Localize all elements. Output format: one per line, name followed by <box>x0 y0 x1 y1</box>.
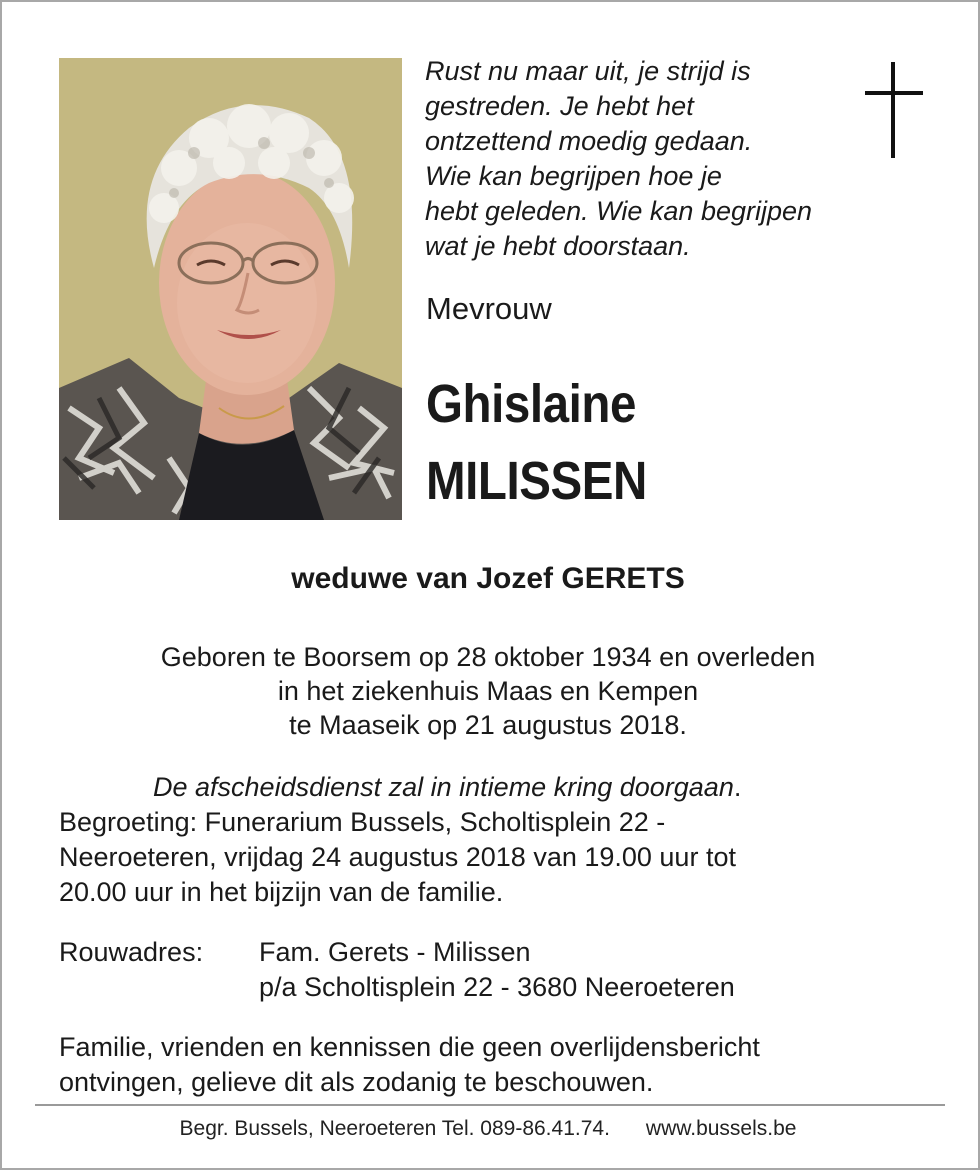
widow-of-line: weduwe van Jozef GERETS <box>291 562 685 595</box>
portrait-photo <box>59 58 402 520</box>
poem-verse <box>425 54 865 264</box>
service-details <box>59 770 939 910</box>
birth-death-line: te Maaseik op 21 augustus 2018. <box>289 710 687 740</box>
notice-line: ontvingen, gelieve dit als zodanig te beschouwen. <box>59 1067 654 1097</box>
birth-death-line: in het ziekenhuis Maas en Kempen <box>277 676 699 706</box>
address-line-2: p/a Scholtisplein 22 - 3680 Neeroeteren <box>259 972 735 1002</box>
address-label: Rouwadres: <box>59 937 204 967</box>
poem-line: gestreden. Je hebt het <box>425 91 694 121</box>
latin-cross-icon <box>865 62 923 158</box>
greeting-line: Neeroeteren, vrijdag 24 augustus 2018 van 19.00 uur tot <box>59 842 736 872</box>
farewell-text: De afscheidsdienst zal in intieme kring doorgaan <box>153 772 734 802</box>
footer-divider <box>35 1104 945 1106</box>
poem-line: hebt geleden. Wie kan begrijpen <box>425 196 813 226</box>
greeting-line: Begroeting: Funerarium Bussels, Scholtisplein 22 - <box>59 807 666 837</box>
family-notice <box>59 1030 760 1100</box>
farewell-line <box>59 770 939 805</box>
poem-line: wat je hebt doorstaan. <box>425 231 691 261</box>
poem-line: ontzettend moedig gedaan. <box>425 126 753 156</box>
footer <box>0 1117 976 1141</box>
website-link[interactable]: www.bussels.be <box>645 1117 797 1140</box>
deceased-last-name: MILISSEN <box>426 451 647 511</box>
birth-death-details <box>0 640 976 742</box>
birth-death-line: Geboren te Boorsem op 28 oktober 1934 en overleden <box>160 642 816 672</box>
honorific-title: Mevrouw <box>426 291 552 326</box>
notice-line: Familie, vrienden en kennissen die geen overlijdensbericht <box>59 1032 760 1062</box>
greeting-line: 20.00 uur in het bijzijn van de familie. <box>59 877 504 907</box>
address-line-1: Fam. Gerets - Milissen <box>259 937 531 967</box>
undertaker-info: Begr. Bussels, Neeroeteren Tel. 089-86.41.74. <box>179 1117 610 1140</box>
poem-line: Wie kan begrijpen hoe je <box>425 161 722 191</box>
deceased-first-name: Ghislaine <box>426 374 636 434</box>
poem-line: Rust nu maar uit, je strijd is <box>425 56 751 86</box>
farewell-period: . <box>733 772 742 802</box>
